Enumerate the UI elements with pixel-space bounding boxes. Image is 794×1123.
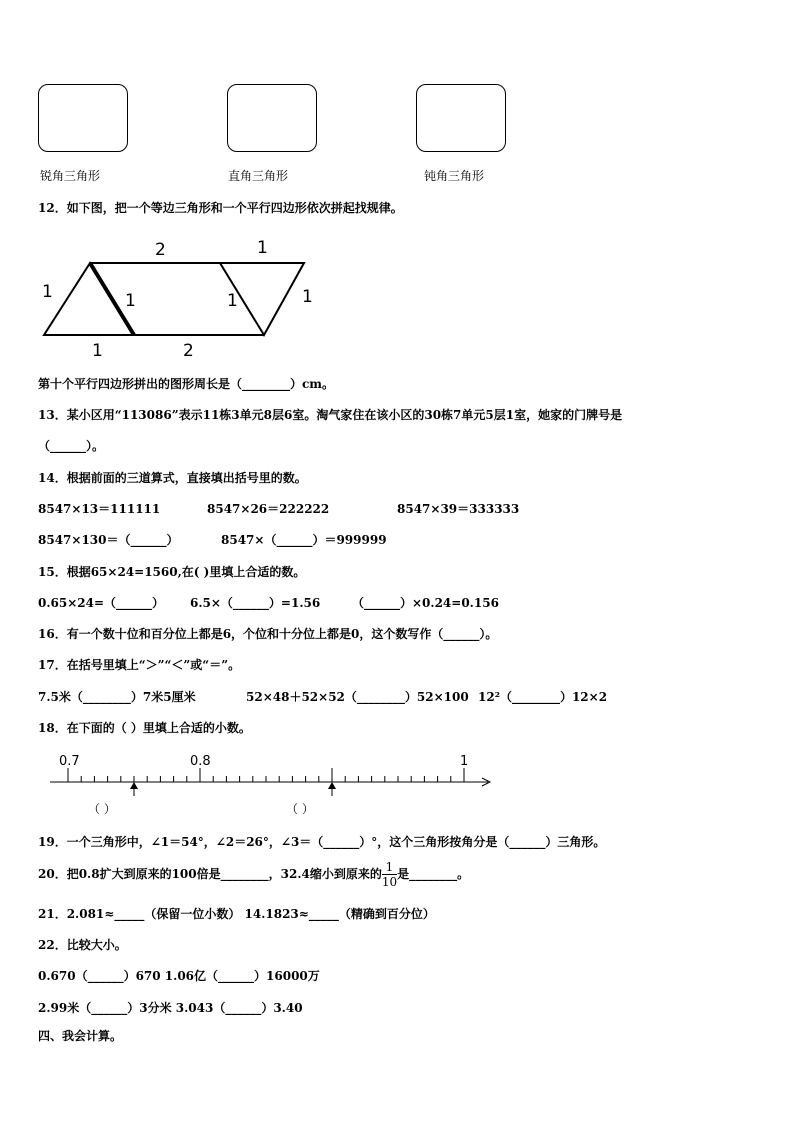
q16-text: 16．有一个数十位和百分位上都是6，个位和十分位上都是0，这个数写作（______）。 — [38, 627, 498, 641]
q14-blank2: 8547×（______）＝999999 — [221, 533, 387, 547]
q14-blank1: 8547×130＝（______） — [38, 533, 179, 547]
q12-text: 12．如下图，把一个等边三角形和一个平行四边形依次拼起找规律。 — [38, 201, 403, 215]
q12-label-mid-left: 1 — [125, 291, 136, 311]
q20-text-after: 是________。 — [397, 867, 470, 881]
q19-text: 19．一个三角形中，∠1＝54°，∠2＝26°，∠3＝（______）°，这个三角形按角分是（______）三角形。 — [38, 835, 606, 849]
q17-compare2: 52×48＋52×52（________）52×100 — [246, 690, 469, 704]
q12-label-bottom-left: 1 — [92, 341, 103, 361]
right-triangle-box — [227, 84, 317, 152]
q12-label-right: 1 — [302, 287, 313, 307]
q13-line2: （______）。 — [38, 439, 105, 453]
q15-blank1: 0.65×24=（______） — [38, 596, 165, 610]
right-triangle-label: 直角三角形 — [228, 169, 289, 183]
q18-text: 18．在下面的（ ）里填上合适的小数。 — [38, 721, 251, 735]
q12-label-top-left: 2 — [155, 240, 166, 260]
q15-blank2: 6.5×（______）=1.56 — [190, 596, 321, 610]
q17-compare3: 12²（________）12×2 — [478, 690, 608, 704]
q20-fraction — [382, 860, 397, 889]
section-4-heading: 四、我会计算。 — [38, 1029, 123, 1043]
q13-line1: 13．某小区用“113086”表示11栋3单元8层6室。淘气家住在该小区的30栋7单元5层1室，她家的门牌号是 — [38, 408, 623, 422]
q22-text: 22．比较大小。 — [38, 938, 127, 952]
q22-row1: 0.670（______）670 1.06亿（______）16000万 — [38, 969, 320, 983]
q20-line — [38, 860, 469, 889]
q20-text-before: 20．把0.8扩大到原来的100倍是________，32.4缩小到原来的 — [38, 867, 382, 881]
q18-number-line — [0, 748, 520, 796]
q14-eq1: 8547×13＝111111 — [38, 502, 161, 516]
q20-frac-den: 10 — [381, 875, 398, 889]
q18-blank2: （ ） — [286, 802, 314, 816]
q15-blank3: （______）×0.24=0.156 — [352, 596, 499, 610]
q12-label-bottom-right: 2 — [183, 341, 194, 361]
q22-row2: 2.99米（______）3分米 3.043（______）3.40 — [38, 1001, 303, 1015]
q20-frac-num: 1 — [382, 860, 397, 875]
q14-eq3: 8547×39＝333333 — [397, 502, 520, 516]
q18-blank1: （ ） — [88, 802, 116, 816]
q21-text: 21．2.081≈_____（保留一位小数） 14.1823≈_____（精确到百分位） — [38, 907, 435, 921]
obtuse-triangle-box — [416, 84, 506, 152]
q18-tick-0-7: 0.7 — [59, 754, 80, 769]
obtuse-triangle-label: 钝角三角形 — [424, 169, 485, 183]
q12-answer-line: 第十个平行四边形拼出的图形周长是（________）cm。 — [38, 377, 335, 391]
q18-tick-0-8: 0.8 — [190, 754, 211, 769]
q18-arrow-1 — [130, 782, 138, 796]
q18-arrow-2 — [328, 782, 336, 796]
q12-figure — [0, 228, 340, 366]
acute-triangle-label: 锐角三角形 — [40, 169, 101, 183]
acute-triangle-box — [38, 84, 128, 152]
q18-tick-1: 1 — [460, 754, 469, 769]
q15-text: 15．根据65×24=1560,在( )里填上合适的数。 — [38, 565, 306, 579]
q12-label-mid-right: 1 — [227, 291, 238, 311]
q14-text: 14．根据前面的三道算式，直接填出括号里的数。 — [38, 471, 307, 485]
q17-compare1: 7.5米（________）7米5厘米 — [38, 690, 196, 704]
q12-label-left: 1 — [42, 282, 53, 302]
q14-eq2: 8547×26＝222222 — [207, 502, 330, 516]
q17-text: 17．在括号里填上“＞”“＜”或“＝”。 — [38, 658, 241, 672]
q12-label-top-right: 1 — [257, 238, 268, 258]
